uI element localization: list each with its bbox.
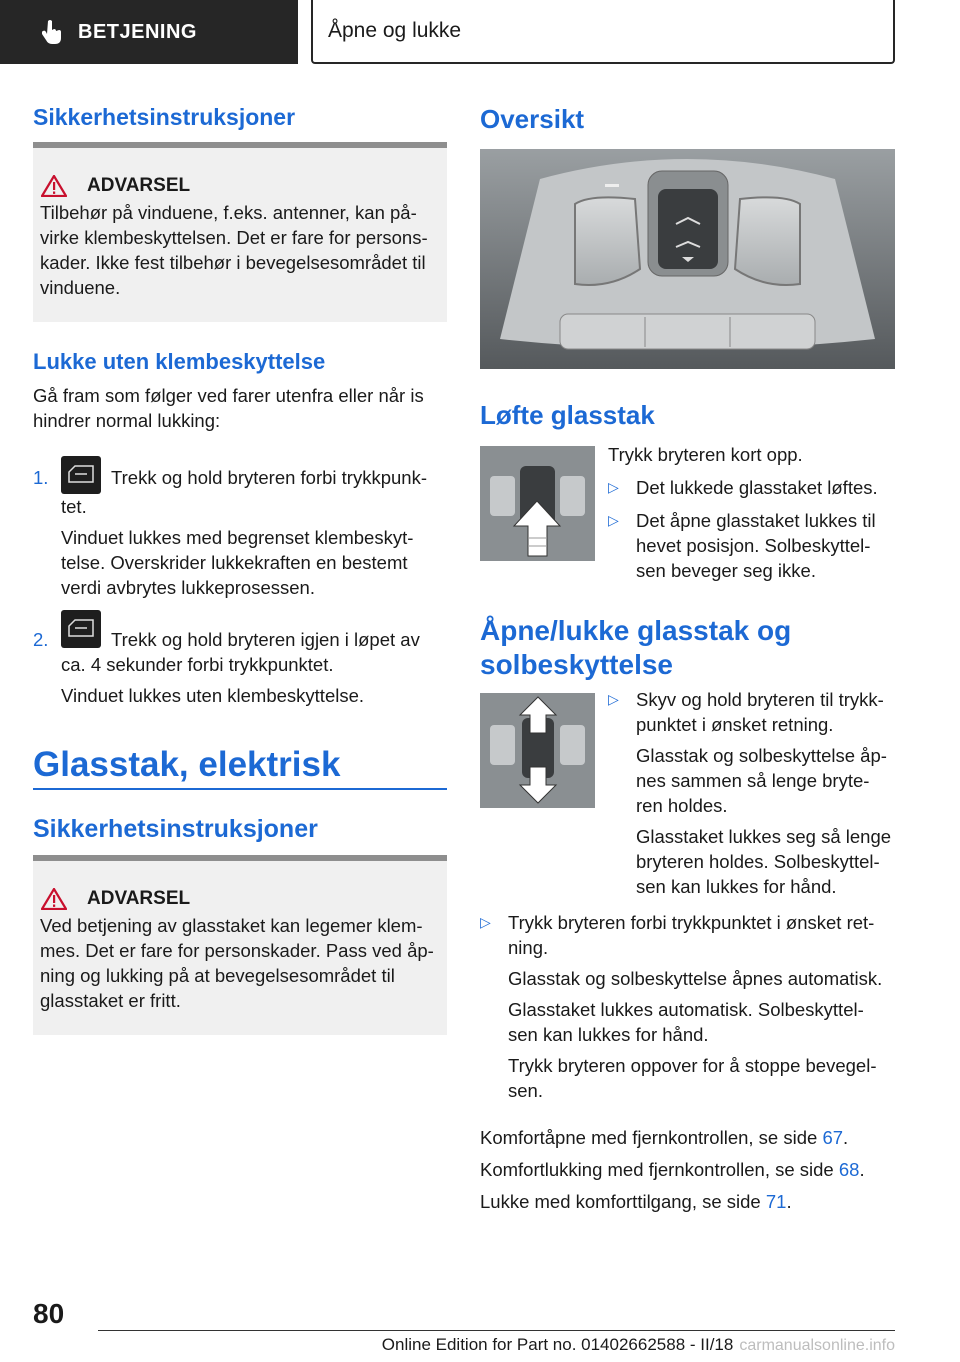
- window-switch-icon: [61, 610, 101, 648]
- footer-edition: [0, 1335, 895, 1355]
- triangle-bullet-icon: ▷: [480, 914, 491, 930]
- intro-line: Gå fram som følger ved farer utenfra eller når is: [33, 385, 424, 406]
- warning-header: [41, 175, 447, 197]
- slide-switch-photo: [480, 693, 595, 808]
- warning-line: mes. Det er fare for personskader. Pass ved åp‐: [40, 940, 434, 961]
- page-link[interactable]: 67: [822, 1127, 844, 1148]
- intro-line: hindrer normal lukking:: [33, 410, 221, 431]
- safety-heading: Sikkerhetsinstruksjoner: [33, 104, 296, 130]
- watermark: carmanualsonline.info: [739, 1337, 895, 1354]
- note-line: telse. Overskrider lukkekraften en bestemt: [61, 552, 408, 573]
- item-line: Glasstak og solbeskyttelse åp‐: [636, 745, 887, 766]
- lift-text-block: [608, 442, 908, 583]
- item-line: Glasstak og solbeskyttelse åpnes automatisk.: [508, 968, 883, 989]
- item-line: sen kan lukkes for hånd.: [508, 1024, 709, 1045]
- page-number: 80: [33, 1298, 65, 1329]
- ref-end: .: [786, 1191, 792, 1212]
- lift-switch-photo: [480, 446, 595, 561]
- item-line: Skyv og hold bryteren til trykk‐: [636, 689, 884, 710]
- step-text: Trekk og hold bryteren forbi trykkpunk‐: [111, 467, 427, 488]
- ref-line: [480, 1189, 900, 1214]
- item-line: ning.: [508, 937, 549, 958]
- heading-rule: [33, 788, 447, 790]
- warning-line: glasstaket er fritt.: [40, 990, 181, 1011]
- glass-roof-heading: Glasstak, elektrisk: [33, 745, 341, 784]
- ref-line: [480, 1157, 900, 1182]
- item-line: sen kan lukkes for hånd.: [636, 876, 837, 897]
- header-chapter-label: Åpne og lukke: [328, 19, 462, 42]
- item-line: punktet i ønsket retning.: [636, 714, 834, 735]
- ref-end: .: [859, 1159, 865, 1180]
- warning-line: vinduene.: [40, 277, 121, 298]
- edition-text: Online Edition for Part no. 01402662588 - II/18: [381, 1335, 734, 1354]
- triangle-bullet-icon: ▷: [608, 479, 619, 495]
- item-line: nes sammen så lenge bryte‐: [636, 770, 870, 791]
- warning-label: ADVARSEL: [87, 888, 191, 909]
- warning-line: virke klembeskyttelsen. Det er fare for persons‐: [40, 227, 428, 248]
- step-2: [33, 610, 453, 708]
- close-heading: Lukke uten klembeskyttelse: [33, 349, 326, 374]
- step-text: Trekk og hold bryteren igjen i løpet av: [111, 629, 420, 650]
- list-item: [480, 910, 900, 1103]
- list-item: [608, 687, 908, 899]
- lift-heading: Løfte glasstak: [480, 400, 655, 430]
- header-chapter-tab: [311, 0, 895, 64]
- warning-icon: [41, 175, 67, 197]
- item-line: Trykk bryteren oppover for å stoppe bevegel‐: [508, 1055, 877, 1076]
- note-line: Vinduet lukkes uten klembeskyttelse.: [61, 685, 365, 706]
- list-item: [608, 508, 908, 583]
- ref-end: .: [843, 1127, 849, 1148]
- warning-line: Ved betjening av glasstaket kan legemer klem‐: [40, 915, 423, 936]
- warning-line: Tilbehør på vinduene, f.eks. antenner, kan på‐: [40, 202, 417, 223]
- warning-header: [41, 888, 447, 910]
- open-close-heading: [480, 614, 791, 682]
- hand-icon: [42, 19, 64, 45]
- step-number: 1.: [33, 467, 49, 488]
- step-text-cont: ca. 4 sekunder forbi trykkpunktet.: [61, 654, 334, 675]
- warning-box-2: [33, 855, 447, 1035]
- step-number: 2.: [33, 629, 49, 650]
- item-line: hevet posisjon. Solbeskyttel‐: [636, 535, 871, 556]
- header-section-label: BETJENING: [78, 20, 197, 43]
- references: [480, 1125, 900, 1214]
- item-line: Det åpne glasstaket lukkes til: [636, 510, 876, 531]
- step-note: [61, 525, 453, 600]
- step-note: [61, 683, 453, 708]
- page-link[interactable]: 68: [838, 1159, 860, 1180]
- warning-label: ADVARSEL: [87, 175, 191, 196]
- auto-open-item: [480, 910, 900, 1103]
- roof-console-photo: [480, 149, 895, 369]
- triangle-bullet-icon: ▷: [608, 512, 619, 528]
- ref-text: Komfortlukking med fjernkontrollen, se side: [480, 1159, 839, 1180]
- list-item: [608, 475, 908, 500]
- window-switch-icon: [61, 456, 101, 494]
- note-line: verdi avbrytes lukkeprosessen.: [61, 577, 315, 598]
- item-line: Trykk bryteren forbi trykkpunktet i ønsket ret‐: [508, 912, 875, 933]
- item-line: ren holdes.: [636, 795, 728, 816]
- ref-text: Komfortåpne med fjernkontrollen, se side: [480, 1127, 823, 1148]
- ref-line: [480, 1125, 900, 1150]
- open-close-items: [608, 687, 908, 899]
- item-line: Glasstaket lukkes seg så lenge: [636, 826, 892, 847]
- step-text-cont: tet.: [61, 496, 87, 517]
- close-intro: [33, 383, 453, 433]
- header-section-tab: [0, 0, 298, 64]
- warning-line: ning og lukking på at bevegelsesområdet til: [40, 965, 395, 986]
- item-line: sen beveger seg ikke.: [636, 560, 816, 581]
- warning-text: [40, 200, 447, 300]
- heading-line: Åpne/lukke glasstak og: [480, 615, 792, 646]
- warning-icon: [41, 888, 67, 910]
- warning-line: kader. Ikke fest tilbehør i bevegelsesområdet til: [40, 252, 426, 273]
- item-line: sen.: [508, 1080, 543, 1101]
- note-line: Vinduet lukkes med begrenset klembeskyt‐: [61, 527, 414, 548]
- warning-box-1: [33, 142, 447, 322]
- safety-heading-2: Sikkerhetsinstruksjoner: [33, 815, 318, 843]
- step-1: [33, 456, 453, 600]
- overview-heading: Oversikt: [480, 104, 585, 134]
- footer-rule: [98, 1330, 895, 1331]
- item-line: bryteren holdes. Solbeskyttel‐: [636, 851, 880, 872]
- item-line: Glasstaket lukkes automatisk. Solbeskyttel‐: [508, 999, 864, 1020]
- triangle-bullet-icon: ▷: [608, 691, 619, 707]
- warning-text: [40, 913, 447, 1013]
- item-line: Det lukkede glasstaket løftes.: [636, 477, 878, 498]
- lift-intro: Trykk bryteren kort opp.: [608, 444, 803, 465]
- ref-text: Lukke med komforttilgang, se side: [480, 1191, 766, 1212]
- page-link[interactable]: 71: [765, 1191, 787, 1212]
- heading-line: solbeskyttelse: [480, 649, 673, 680]
